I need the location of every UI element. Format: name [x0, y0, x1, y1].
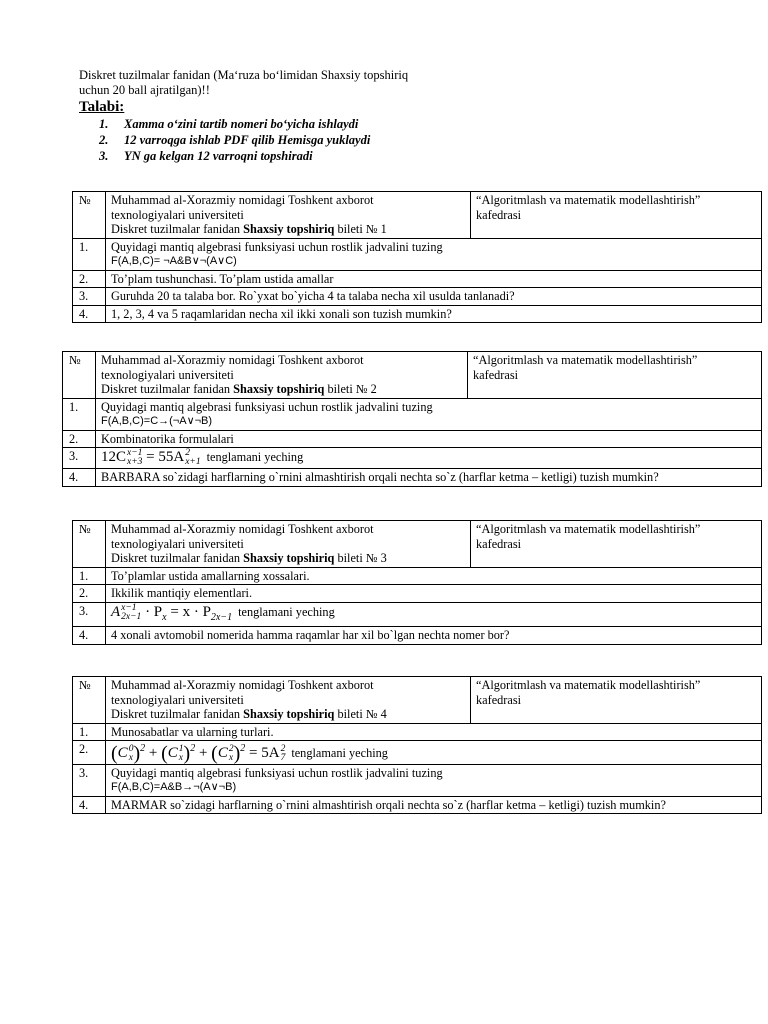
ticket-number: 4	[380, 707, 387, 721]
university-cell: Muhammad al-Xorazmiy nomidagi Toshkent axborot texnologiyalari universiteti Diskret tuzilmalar fanidan Shaxsiy topshiriq bileti № 1	[106, 192, 471, 239]
question-row: 2. To’plam tushunchasi. To’plam ustida amallar	[73, 270, 762, 288]
intro-line-1: Diskret tuzilmalar fanidan (Ma‘ruza bo‘limidan Shaxsiy topshiriq	[79, 68, 409, 82]
ticket-number: 2	[370, 382, 377, 396]
ticket-number: 1	[380, 222, 387, 236]
question-row: 3. Guruhda 20 ta talaba bor. Ro`yxat bo`yicha 4 ta talaba necha xil usulda tanlanadi?	[73, 288, 762, 306]
question-row: 2. (C 0 x )$^2$ + (C 1 x )$^2$ + (C 2 x )$^2$ = 5A 2 7 tenglamani yeching	[73, 741, 762, 765]
equation: 12C x−1 x+3 = 55A 2 x+1	[101, 448, 201, 467]
requirements-list	[99, 116, 370, 164]
equation-cell: (C 0 x )$^2$ + (C 1 x )$^2$ + (C 2 x )$^2$ = 5A 2 7 tenglamani yeching	[106, 741, 762, 765]
question-row: 1. To’plamlar ustida amallarning xossalari.	[73, 567, 762, 585]
equation: A x−1 2x−1 · $P_x = x \cdot P_{2x-1}$	[111, 602, 233, 623]
university-cell: Muhammad al-Xorazmiy nomidagi Toshkent axborot texnologiyalari universiteti Diskret tuzilmalar fanidan Shaxsiy topshiriq bileti № 2	[96, 352, 468, 399]
question-row: 4. BARBARA so`zidagi harflarning o`rnini almashtirish orqali nechta so`z (harflar ketma – ketligi) tuzish mumkin?	[63, 469, 762, 487]
requirement-item: 2. 12 varroqga ishlab PDF qilib Hemisga yuklaydi	[99, 133, 371, 147]
university-cell: Muhammad al-Xorazmiy nomidagi Toshkent axborot texnologiyalari universiteti Diskret tuzilmalar fanidan Shaxsiy topshiriq bileti № 4	[106, 677, 471, 724]
question-row: 4. MARMAR so`zidagi harflarning o`rnini almashtirish orqali nechta so`z (harflar ketma – ketligi) tuzish mumkin?	[73, 796, 762, 814]
ticket-2-table	[62, 351, 762, 487]
question-row: 2. Ikkilik mantiqiy elementlari.	[73, 585, 762, 603]
equation-cell: 12C x−1 x+3 = 55A 2 x+1 tenglamani yeching	[96, 448, 762, 469]
department-cell: “Algoritmlash va matematik modellashtirish” kafedrasi	[471, 677, 762, 724]
ticket-4-table	[72, 676, 762, 814]
equation: (C 0 x )$^2$ + (C 1 x )$^2$ + (C 2 x )$^2$ = 5A 2 7	[111, 742, 286, 765]
ticket-number: 3	[380, 551, 387, 565]
university-cell: Muhammad al-Xorazmiy nomidagi Toshkent axborot texnologiyalari universiteti Diskret tuzilmalar fanidan Shaxsiy topshiriq bileti № 3	[106, 521, 471, 568]
intro-text	[79, 68, 499, 98]
department-cell: “Algoritmlash va matematik modellashtirish” kafedrasi	[468, 352, 762, 399]
ticket-header-row: № Muhammad al-Xorazmiy nomidagi Toshkent axborot texnologiyalari universiteti Diskret tuzilmalar fanidan Shaxsiy topshiriq bileti № 4 “Algoritmlash va matematik modellashtirish” kafedrasi	[73, 677, 762, 724]
intro-line-2: uchun 20 ball ajratilgan)!!	[79, 83, 210, 97]
question-row: 1. Quyidagi mantiq algebrasi funksiyasi uchun rostlik jadvalini tuzing F(A,B,C)=C→(¬A∨¬B)	[63, 398, 762, 430]
department-cell: “Algoritmlash va matematik modellashtirish” kafedrasi	[471, 521, 762, 568]
requirement-item: 1. Xamma o‘zini tartib nomeri bo‘yicha ishlaydi	[99, 117, 359, 131]
question-row: 4. 1, 2, 3, 4 va 5 raqamlaridan necha xil ikki xonali son tuzish mumkin?	[73, 305, 762, 323]
question-row: 2. Kombinatorika formulalari	[63, 430, 762, 448]
number-sign: №	[73, 192, 106, 239]
ticket-header-row	[73, 192, 762, 239]
requirements-heading: Talabi:	[79, 99, 125, 115]
ticket-3-table	[72, 520, 762, 645]
question-row: 1. Munosabatlar va ularning turlari.	[73, 723, 762, 741]
ticket-1-table	[72, 191, 762, 323]
question-row: 1. Quyidagi mantiq algebrasi funksiyasi uchun rostlik jadvalini tuzing F(A,B,C)= ¬A&B∨¬(A∨C)	[73, 238, 762, 270]
question-row: 3. A x−1 2x−1 · $P_x = x \cdot P_{2x-1}$ tenglamani yeching	[73, 602, 762, 627]
ticket-header-row: № Muhammad al-Xorazmiy nomidagi Toshkent axborot texnologiyalari universiteti Diskret tuzilmalar fanidan Shaxsiy topshiriq bileti № 2 “Algoritmlash va matematik modellashtirish” kafedrasi	[63, 352, 762, 399]
requirement-item: 3. YN ga kelgan 12 varroqni topshiradi	[99, 149, 313, 163]
question-row: 4. 4 xonali avtomobil nomerida hamma raqamlar har xil bo`lgan nechta nomer bor?	[73, 627, 762, 645]
department-cell: “Algoritmlash va matematik modellashtirish” kafedrasi	[471, 192, 762, 239]
question-row: 3. Quyidagi mantiq algebrasi funksiyasi uchun rostlik jadvalini tuzing F(A,B,C)=A&B→¬(A∨¬B)	[73, 764, 762, 796]
question-row: 3. 12C x−1 x+3 = 55A 2 x+1 tenglamani yeching	[63, 448, 762, 469]
ticket-header-row: № Muhammad al-Xorazmiy nomidagi Toshkent axborot texnologiyalari universiteti Diskret tuzilmalar fanidan Shaxsiy topshiriq bileti № 3 “Algoritmlash va matematik modellashtirish” kafedrasi	[73, 521, 762, 568]
equation-cell: A x−1 2x−1 · $P_x = x \cdot P_{2x-1}$ tenglamani yeching	[106, 602, 762, 627]
